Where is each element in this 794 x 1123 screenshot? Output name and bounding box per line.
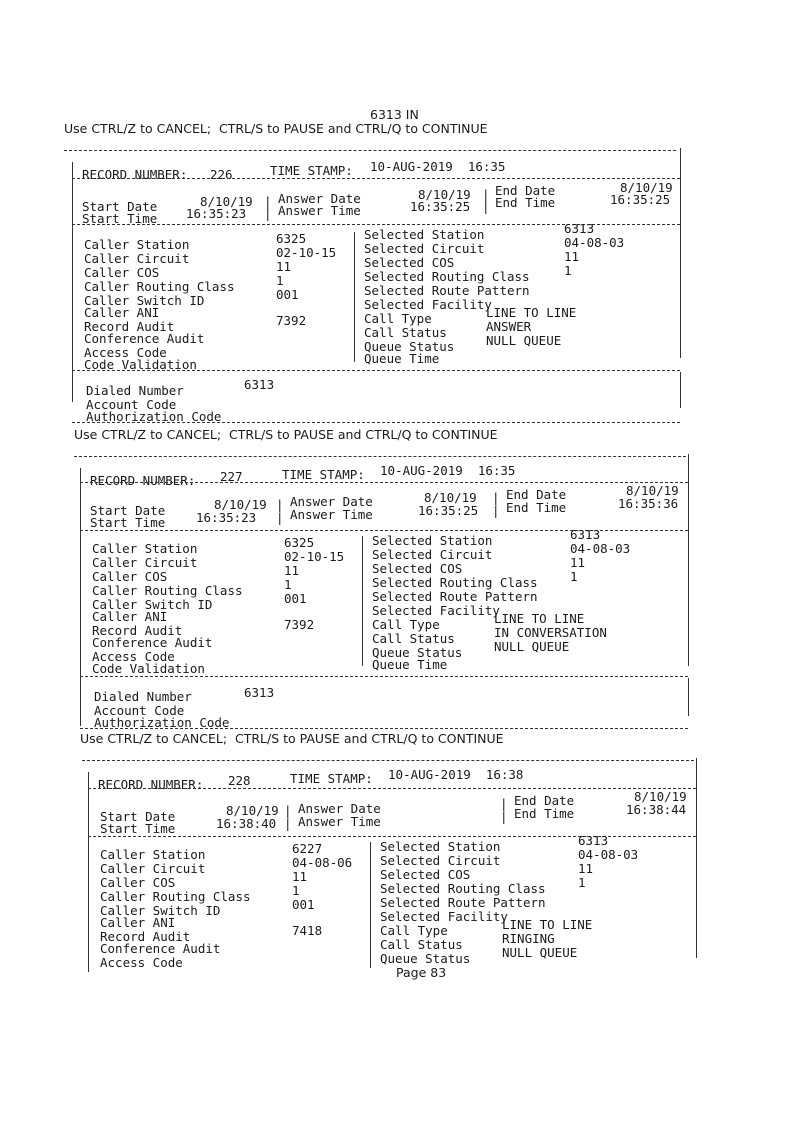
call-type-label: Call Type <box>364 311 432 326</box>
selected-circuit-label: Selected Circuit <box>364 241 485 256</box>
queue-status-value: NULL QUEUE <box>494 639 570 654</box>
page-header: 6313 IN <box>370 107 419 122</box>
record-number-label: RECORD NUMBER: <box>98 777 204 792</box>
access-code-label: Access Code <box>84 345 167 360</box>
end-time-value: 16:35:36 <box>618 496 679 511</box>
end-time-label: End Time <box>506 500 567 515</box>
selected-routing-class-label: Selected Routing Class <box>380 881 546 896</box>
answer-time-value: 16:35:25 <box>418 503 479 518</box>
call-type-label: Call Type <box>380 923 448 938</box>
code-validation-label: Code Validation <box>92 661 205 676</box>
selected-circuit-value: 04-08-03 <box>578 847 639 862</box>
call-type-value: LINE TO LINE <box>502 917 593 932</box>
selected-cos-label: Selected COS <box>372 561 463 576</box>
selected-facility-label: Selected Facility <box>372 603 500 618</box>
caller-circuit-value: 02-10-15 <box>276 245 337 260</box>
selected-routing-class-value: 1 <box>564 263 572 278</box>
record-number-label: RECORD NUMBER: <box>82 167 188 182</box>
record-number-label: RECORD NUMBER: <box>90 473 196 488</box>
selected-routing-class-label: Selected Routing Class <box>364 269 530 284</box>
caller-ani-label: Caller ANI <box>84 305 160 320</box>
answer-time-label: Answer Time <box>278 203 361 218</box>
record-audit-value: 7392 <box>276 313 307 328</box>
start-date-label: Start Date <box>90 503 166 518</box>
selected-station-value: 6313 <box>578 833 609 848</box>
authorization-code-label: Authorization Code <box>86 409 222 424</box>
caller-station-label: Caller Station <box>100 847 206 862</box>
caller-station-label: Caller Station <box>84 237 190 252</box>
caller-station-value: 6227 <box>292 841 323 856</box>
start-date-value: 8/10/19 <box>214 497 267 512</box>
caller-routing-class-label: Caller Routing Class <box>100 889 251 904</box>
queue-status-label: Queue Status <box>380 951 471 966</box>
selected-cos-value: 11 <box>564 249 580 264</box>
record-audit-label: Record Audit <box>84 319 175 334</box>
account-code-label: Account Code <box>94 703 185 718</box>
call-status-label: Call Status <box>380 937 463 952</box>
selected-circuit-label: Selected Circuit <box>372 547 493 562</box>
selected-cos-value: 11 <box>570 555 586 570</box>
caller-cos-value: 11 <box>276 259 292 274</box>
caller-switch-id-value: 001 <box>292 897 315 912</box>
call-status-value: RINGING <box>502 931 555 946</box>
caller-routing-class-label: Caller Routing Class <box>84 279 235 294</box>
queue-time-label: Queue Time <box>372 657 448 672</box>
call-status-value: ANSWER <box>486 319 532 334</box>
caller-switch-id-label: Caller Switch ID <box>92 597 213 612</box>
selected-routing-class-label: Selected Routing Class <box>372 575 538 590</box>
time-stamp-label: TIME STAMP: <box>270 163 353 178</box>
caller-circuit-value: 04-08-06 <box>292 855 353 870</box>
end-date-label: End Date <box>495 183 556 198</box>
selected-route-pattern-label: Selected Route Pattern <box>372 589 538 604</box>
time-stamp-value: 10-AUG-2019 16:35 <box>380 463 516 478</box>
answer-date-label: Answer Date <box>298 801 381 816</box>
conference-audit-label: Conference Audit <box>84 331 205 346</box>
selected-route-pattern-label: Selected Route Pattern <box>380 895 546 910</box>
caller-routing-class-label: Caller Routing Class <box>92 583 243 598</box>
call-status-value: IN CONVERSATION <box>494 625 607 640</box>
selected-cos-label: Selected COS <box>364 255 455 270</box>
dialed-number-value: 6313 <box>244 685 275 700</box>
caller-ani-label: Caller ANI <box>92 609 168 624</box>
caller-station-label: Caller Station <box>92 541 198 556</box>
answer-date-value: 8/10/19 <box>424 490 477 505</box>
start-time-value: 16:35:23 <box>196 510 257 525</box>
caller-routing-class-value: 1 <box>276 273 284 288</box>
selected-route-pattern-label: Selected Route Pattern <box>364 283 530 298</box>
end-date-label: End Date <box>506 487 567 502</box>
caller-routing-class-value: 1 <box>292 883 300 898</box>
end-date-value: 8/10/19 <box>626 483 679 498</box>
end-time-label: End Time <box>495 195 556 210</box>
start-time-value: 16:35:23 <box>186 206 247 221</box>
selected-routing-class-value: 1 <box>570 569 578 584</box>
end-time-value: 16:35:25 <box>610 192 671 207</box>
time-stamp-label: TIME STAMP: <box>282 467 365 482</box>
start-date-label: Start Date <box>82 199 158 214</box>
time-stamp-value: 10-AUG-2019 16:35 <box>370 159 506 174</box>
caller-cos-label: Caller COS <box>84 265 160 280</box>
cancel-instruction-2: Use CTRL/Z to CANCEL; CTRL/S to PAUSE and CTRL/Q to CONTINUE <box>74 427 498 442</box>
selected-station-label: Selected Station <box>364 227 485 242</box>
queue-status-label: Queue Status <box>372 645 463 660</box>
call-type-value: LINE TO LINE <box>494 611 585 626</box>
caller-switch-id-label: Caller Switch ID <box>100 903 221 918</box>
authorization-code-label: Authorization Code <box>94 715 230 730</box>
call-type-value: LINE TO LINE <box>486 305 577 320</box>
answer-date-value: 8/10/19 <box>418 187 471 202</box>
selected-station-label: Selected Station <box>372 533 493 548</box>
record-number-value: 226 <box>210 167 233 182</box>
start-date-value: 8/10/19 <box>200 194 253 209</box>
selected-circuit-value: 04-08-03 <box>564 235 625 250</box>
caller-station-value: 6325 <box>276 231 307 246</box>
answer-time-label: Answer Time <box>298 814 381 829</box>
dialed-number-label: Dialed Number <box>86 383 184 398</box>
start-date-label: Start Date <box>100 809 176 824</box>
caller-cos-label: Caller COS <box>92 569 168 584</box>
dialed-number-label: Dialed Number <box>94 689 192 704</box>
caller-circuit-label: Caller Circuit <box>92 555 198 570</box>
conference-audit-label: Conference Audit <box>100 941 221 956</box>
selected-facility-label: Selected Facility <box>380 909 508 924</box>
page-number: Page 83 <box>396 965 447 980</box>
selected-cos-label: Selected COS <box>380 867 471 882</box>
time-stamp-label: TIME STAMP: <box>290 771 373 786</box>
caller-station-value: 6325 <box>284 535 315 550</box>
queue-status-value: NULL QUEUE <box>486 333 562 348</box>
answer-time-label: Answer Time <box>290 507 373 522</box>
selected-station-value: 6313 <box>570 527 601 542</box>
start-time-value: 16:38:40 <box>216 816 277 831</box>
caller-ani-label: Caller ANI <box>100 915 176 930</box>
queue-time-label: Queue Time <box>364 351 440 366</box>
end-time-label: End Time <box>514 806 575 821</box>
selected-routing-class-value: 1 <box>578 875 586 890</box>
cancel-instruction-1: Use CTRL/Z to CANCEL; CTRL/S to PAUSE and CTRL/Q to CONTINUE <box>64 121 488 136</box>
answer-date-label: Answer Date <box>278 191 361 206</box>
selected-facility-label: Selected Facility <box>364 297 492 312</box>
access-code-label: Access Code <box>92 649 175 664</box>
time-stamp-value: 10-AUG-2019 16:38 <box>388 767 524 782</box>
queue-status-label: Queue Status <box>364 339 455 354</box>
cancel-instruction-3: Use CTRL/Z to CANCEL; CTRL/S to PAUSE and CTRL/Q to CONTINUE <box>80 731 504 746</box>
conference-audit-label: Conference Audit <box>92 635 213 650</box>
answer-date-label: Answer Date <box>290 494 373 509</box>
call-status-label: Call Status <box>372 631 455 646</box>
end-date-value: 8/10/19 <box>634 789 687 804</box>
selected-circuit-label: Selected Circuit <box>380 853 501 868</box>
caller-routing-class-value: 1 <box>284 577 292 592</box>
start-time-label: Start Time <box>82 211 158 226</box>
record-audit-label: Record Audit <box>100 929 191 944</box>
caller-circuit-label: Caller Circuit <box>100 861 206 876</box>
caller-cos-value: 11 <box>284 563 300 578</box>
start-date-value: 8/10/19 <box>226 803 279 818</box>
code-validation-label: Code Validation <box>84 357 197 372</box>
start-time-label: Start Time <box>90 515 166 530</box>
caller-switch-id-label: Caller Switch ID <box>84 293 205 308</box>
queue-status-value: NULL QUEUE <box>502 945 578 960</box>
record-audit-value: 7392 <box>284 617 315 632</box>
dialed-number-value: 6313 <box>244 377 275 392</box>
call-status-label: Call Status <box>364 325 447 340</box>
record-audit-label: Record Audit <box>92 623 183 638</box>
call-type-label: Call Type <box>372 617 440 632</box>
selected-station-value: 6313 <box>564 221 595 236</box>
answer-time-value: 16:35:25 <box>410 199 471 214</box>
caller-switch-id-value: 001 <box>276 287 299 302</box>
access-code-label: Access Code <box>100 955 183 970</box>
caller-circuit-value: 02-10-15 <box>284 549 345 564</box>
account-code-label: Account Code <box>86 397 177 412</box>
end-date-value: 8/10/19 <box>620 180 673 195</box>
caller-cos-value: 11 <box>292 869 308 884</box>
end-time-value: 16:38:44 <box>626 802 687 817</box>
record-number-value: 228 <box>228 773 251 788</box>
caller-cos-label: Caller COS <box>100 875 176 890</box>
record-number-value: 227 <box>220 469 243 484</box>
selected-cos-value: 11 <box>578 861 594 876</box>
selected-station-label: Selected Station <box>380 839 501 854</box>
record-audit-value: 7418 <box>292 923 323 938</box>
start-time-label: Start Time <box>100 821 176 836</box>
caller-switch-id-value: 001 <box>284 591 307 606</box>
end-date-label: End Date <box>514 793 575 808</box>
selected-circuit-value: 04-08-03 <box>570 541 631 556</box>
caller-circuit-label: Caller Circuit <box>84 251 190 266</box>
